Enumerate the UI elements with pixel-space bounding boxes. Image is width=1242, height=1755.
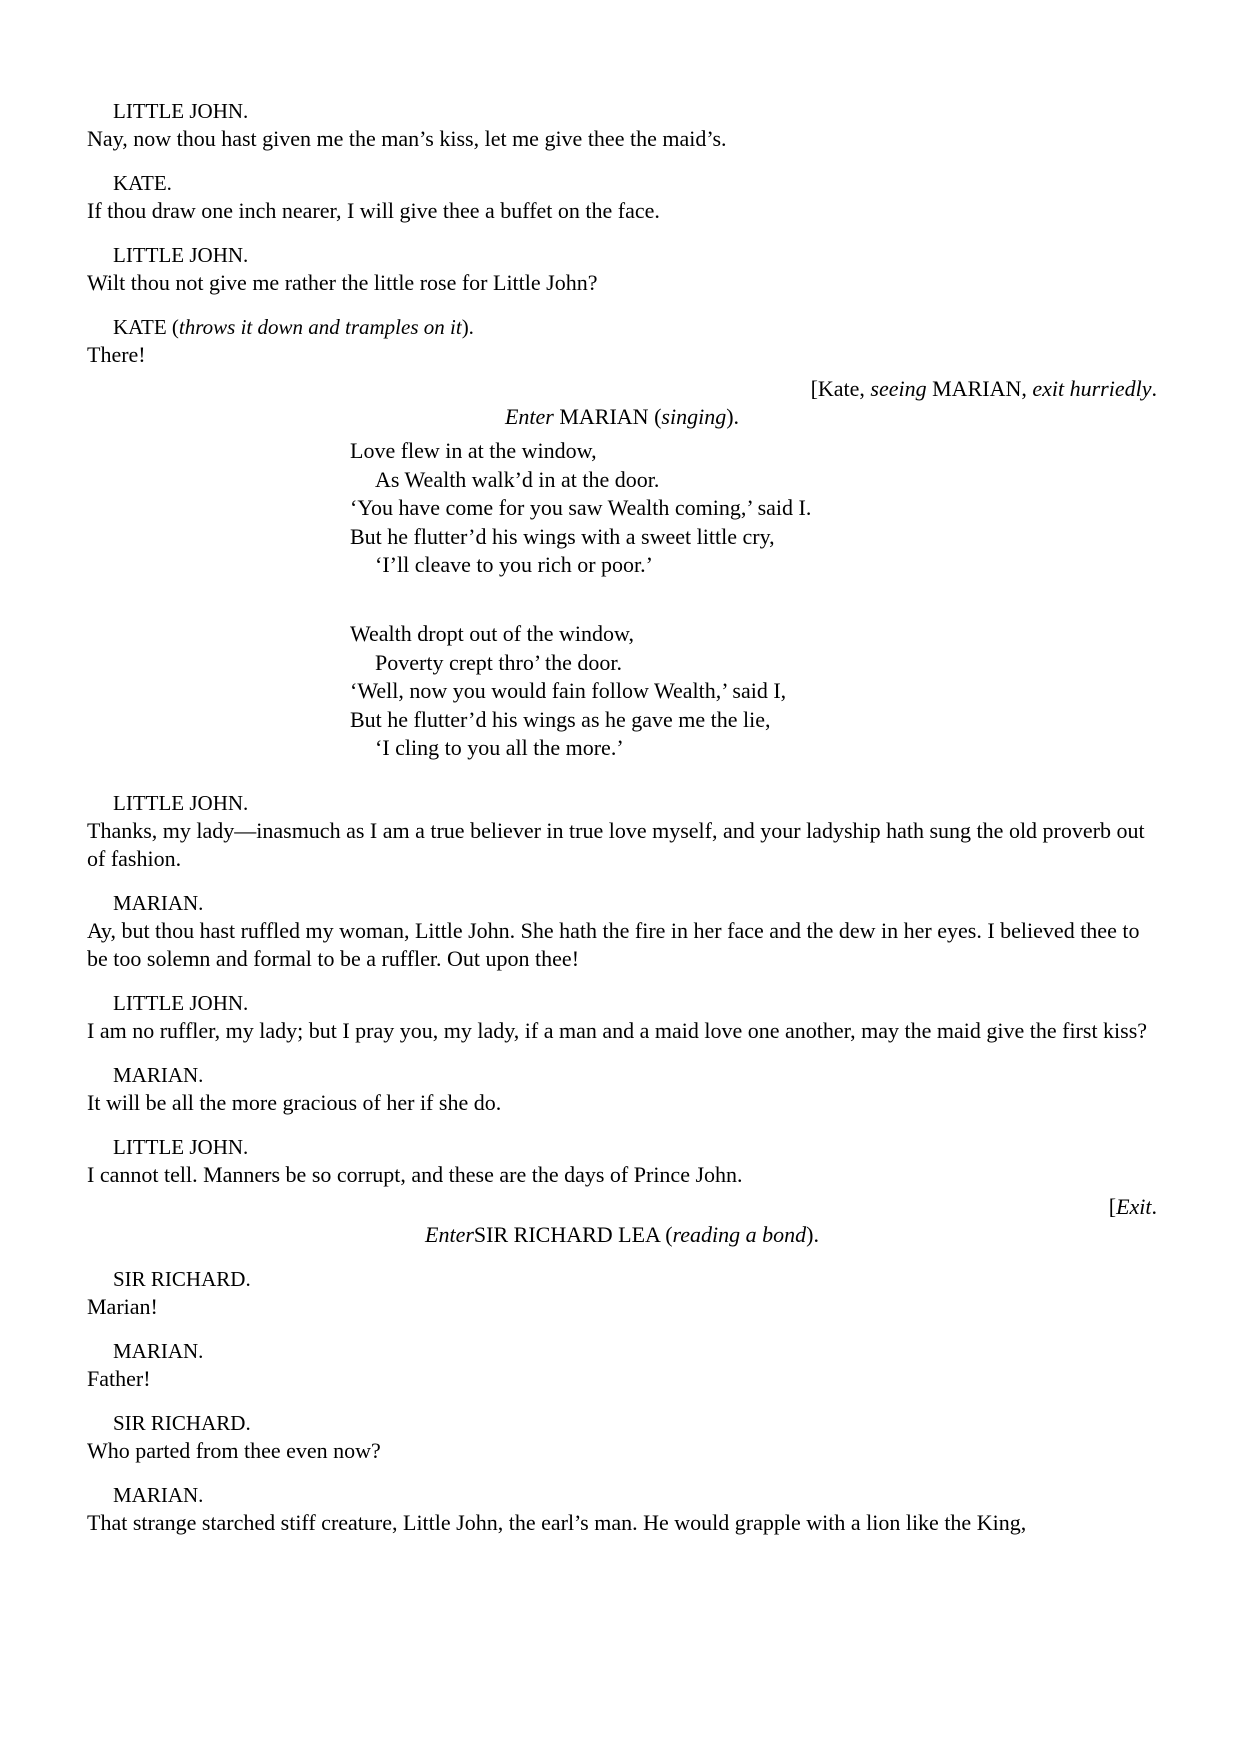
dialogue-block: [87, 989, 1157, 1045]
speaker-name: LITTLE JOHN.: [113, 1134, 249, 1159]
direction-close: ).: [461, 315, 474, 339]
stage-text: .: [1151, 1193, 1157, 1219]
speaker-name: LITTLE JOHN.: [113, 99, 249, 123]
stage-direction-inline: throws it down and tramples on it: [178, 315, 462, 339]
dialogue-block: [87, 313, 1157, 369]
song-line: Wealth dropt out of the window,: [350, 620, 634, 646]
dialogue-block: [87, 789, 1157, 873]
dialogue-line: Wilt thou not give me rather the little rose for Little John?: [87, 270, 598, 295]
song-line: ‘I cling to you all the more.’: [375, 735, 624, 761]
stage-text-italic: Enter: [425, 1221, 474, 1247]
speaker-name: LITTLE JOHN.: [113, 790, 249, 815]
stage-direction-exit: [87, 375, 1157, 403]
speaker-name: MARIAN.: [113, 1062, 204, 1087]
dialogue-line: If thou draw one inch nearer, I will give thee a buffet on the face.: [87, 198, 660, 223]
stage-text-italic: Enter: [504, 404, 554, 429]
stage-text: .: [1151, 376, 1157, 401]
dialogue-block: [87, 1481, 1157, 1537]
song-stanza: [350, 620, 1157, 763]
stage-direction-enter: [87, 403, 1157, 431]
speaker-name: KATE.: [113, 171, 172, 195]
speaker-name: SIR RICHARD.: [113, 1410, 251, 1435]
song-line: Poverty crept thro’ the door.: [375, 649, 623, 675]
stage-text: [: [1108, 1193, 1117, 1219]
speaker-name: KATE: [113, 315, 167, 339]
dialogue-block: [87, 889, 1157, 973]
dialogue-line: Who parted from thee even now?: [87, 1437, 381, 1463]
stage-direction-exit: [87, 1193, 1157, 1221]
dialogue-block: [87, 1337, 1157, 1393]
dialogue-line: There!: [87, 342, 146, 367]
stage-text: MARIAN (: [553, 404, 662, 429]
stage-text-italic: reading a bond: [672, 1221, 807, 1247]
song-line: ‘You have come for you saw Wealth coming,’ said I.: [350, 495, 812, 521]
dialogue-line: Ay, but thou hast ruffled my woman, Little John. She hath the fire in her face and the dew in her eyes. I believed thee to be too solemn and formal to be a ruffler. Out upon thee!: [87, 917, 1140, 971]
song-line: But he flutter’d his wings with a sweet little cry,: [350, 523, 775, 549]
stage-text: [Kate,: [810, 376, 871, 401]
stage-direction-enter: [87, 1221, 1157, 1249]
dialogue-line: It will be all the more gracious of her if she do.: [87, 1089, 502, 1115]
dialogue-block: [87, 97, 1157, 153]
dialogue-line: Father!: [87, 1365, 151, 1391]
song: [350, 437, 1157, 763]
dialogue-block: [87, 1061, 1157, 1117]
stage-text-italic: seeing: [870, 376, 927, 401]
play-page: [87, 97, 1157, 1553]
song-stanza: [350, 437, 1157, 580]
stage-text: ).: [726, 404, 740, 429]
song-line: Love flew in at the window,: [350, 438, 597, 463]
dialogue-line: Nay, now thou hast given me the man’s kiss, let me give thee the maid’s.: [87, 126, 727, 151]
speaker-with-direction: [87, 313, 1157, 341]
dialogue-line: That strange starched stiff creature, Little John, the earl’s man. He would grapple with a lion like the King,: [87, 1509, 1027, 1535]
stage-text: SIR RICHARD LEA (: [473, 1221, 673, 1247]
dialogue-block: [87, 241, 1157, 297]
speaker-name: MARIAN.: [113, 1338, 204, 1363]
stage-text: MARIAN,: [926, 376, 1033, 401]
stage-text-italic: exit hurriedly: [1032, 376, 1152, 401]
song-line: But he flutter’d his wings as he gave me the lie,: [350, 706, 771, 732]
speaker-name: MARIAN.: [113, 1482, 204, 1507]
speaker-name: SIR RICHARD.: [113, 1266, 251, 1291]
stage-text-italic: singing: [661, 404, 727, 429]
dialogue-line: Marian!: [87, 1293, 158, 1319]
dialogue-line: I am no ruffler, my lady; but I pray you, my lady, if a man and a maid love one another, may the maid give the first kiss?: [87, 1017, 1148, 1043]
speaker-name: LITTLE JOHN.: [113, 990, 249, 1015]
direction-open: (: [166, 315, 179, 339]
dialogue-block: [87, 1409, 1157, 1465]
stage-text-italic: Exit: [1116, 1193, 1152, 1219]
dialogue-block: [87, 169, 1157, 225]
speaker-name: LITTLE JOHN.: [113, 243, 249, 267]
dialogue-line: I cannot tell. Manners be so corrupt, and these are the days of Prince John.: [87, 1161, 743, 1187]
song-line: ‘Well, now you would fain follow Wealth,’ said I,: [350, 678, 787, 704]
song-line: ‘I’ll cleave to you rich or poor.’: [375, 552, 653, 578]
dialogue-block: [87, 1265, 1157, 1321]
song-line: As Wealth walk’d in at the door.: [375, 466, 660, 492]
dialogue-block: [87, 1133, 1157, 1189]
dialogue-line: Thanks, my lady—inasmuch as I am a true believer in true love myself, and your ladyship hath sung the old proverb out of fashion.: [87, 817, 1145, 871]
speaker-name: MARIAN.: [113, 890, 204, 915]
stage-text: ).: [806, 1221, 819, 1247]
